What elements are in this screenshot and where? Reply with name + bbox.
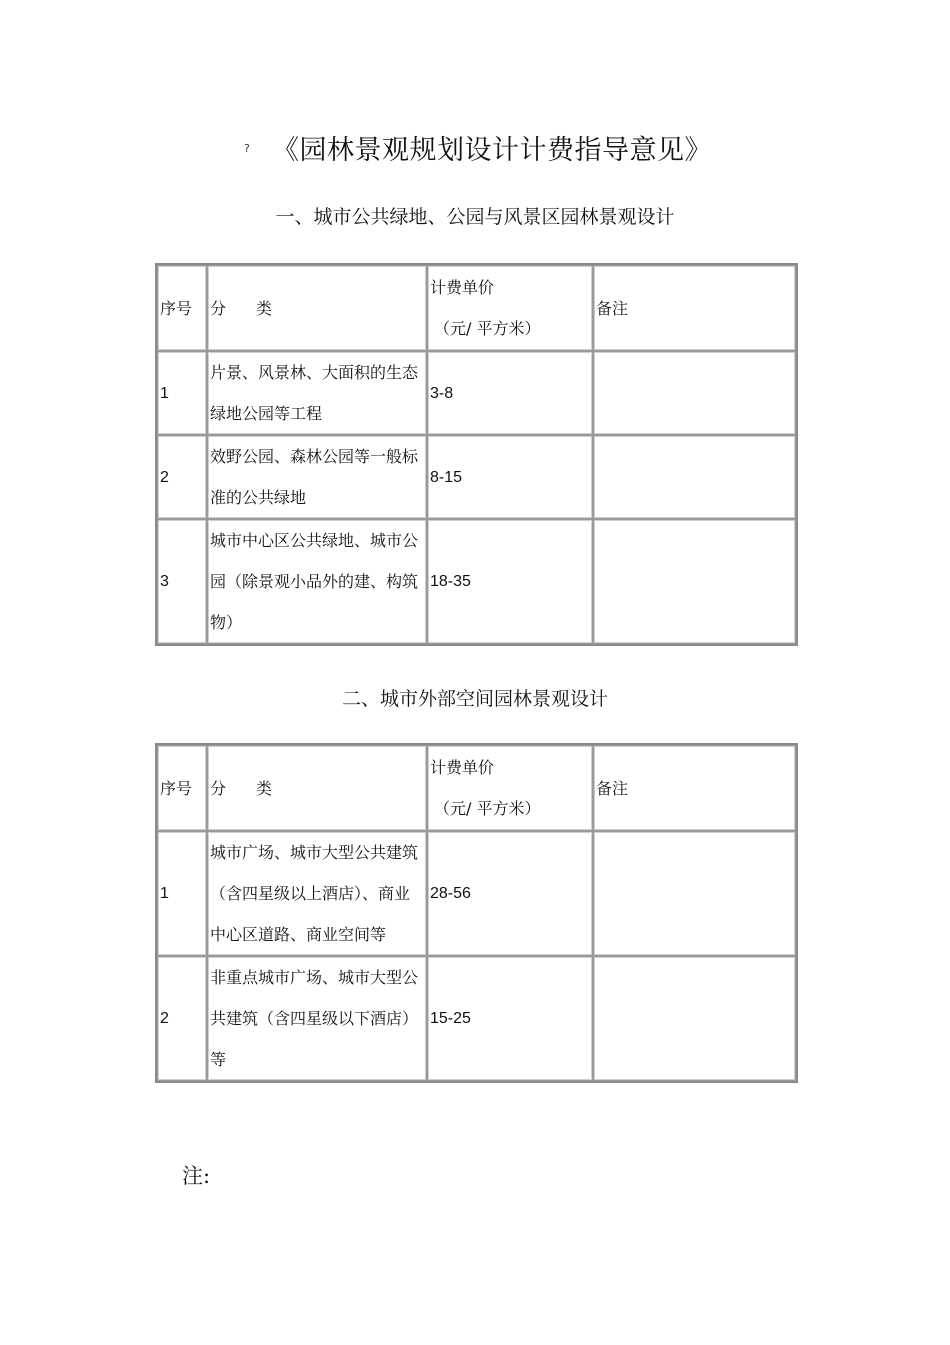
row-price: 28-56	[427, 831, 593, 956]
row-note	[593, 831, 796, 956]
header-no: 序号	[157, 265, 207, 351]
row-price: 3-8	[427, 351, 593, 435]
row-category: 城市中心区公共绿地、城市公园（除景观小品外的建、构筑物）	[207, 519, 427, 644]
section1-heading: 一、城市公共绿地、公园与风景区园林景观设计	[275, 206, 675, 228]
row-note	[593, 956, 796, 1081]
header-category: 分 类	[207, 265, 427, 351]
header-price: 计费单价 （元/ 平方米）	[427, 265, 593, 351]
document-title: 《园林景观规划设计计费指导意见》	[272, 135, 712, 166]
header-note: 备注	[593, 265, 796, 351]
table-row	[157, 519, 796, 644]
row-category: 效野公园、森林公园等一般标准的公共绿地	[207, 435, 427, 519]
header-note: 备注	[593, 745, 796, 831]
header-category: 分 类	[207, 745, 427, 831]
row-price: 15-25	[427, 956, 593, 1081]
title-row	[0, 128, 950, 168]
row-no: 2	[157, 435, 207, 519]
note-label: 注:	[182, 1164, 211, 1188]
header-no: 序号	[157, 745, 207, 831]
row-category: 城市广场、城市大型公共建筑（含四星级以上酒店）、商业中心区道路、商业空间等	[207, 831, 427, 956]
row-category: 非重点城市广场、城市大型公共建筑（含四星级以下酒店）等	[207, 956, 427, 1081]
table-header-row	[157, 745, 796, 831]
row-no: 3	[157, 519, 207, 644]
section2-heading: 二、城市外部空间园林景观设计	[341, 688, 608, 710]
row-no: 2	[157, 956, 207, 1081]
row-note	[593, 519, 796, 644]
fee-table-section2	[155, 743, 798, 1083]
fee-table-section1	[155, 263, 798, 646]
row-category: 片景、风景林、大面积的生态绿地公园等工程	[207, 351, 427, 435]
row-price: 18-35	[427, 519, 593, 644]
title-mark: ?	[244, 142, 250, 155]
row-no: 1	[157, 831, 207, 956]
row-note	[593, 351, 796, 435]
row-note	[593, 435, 796, 519]
header-price: 计费单价 （元/ 平方米）	[427, 745, 593, 831]
table-header-row	[157, 265, 796, 351]
table-row	[157, 831, 796, 956]
table-row	[157, 351, 796, 435]
table-row	[157, 435, 796, 519]
table-row	[157, 956, 796, 1081]
row-no: 1	[157, 351, 207, 435]
row-price: 8-15	[427, 435, 593, 519]
